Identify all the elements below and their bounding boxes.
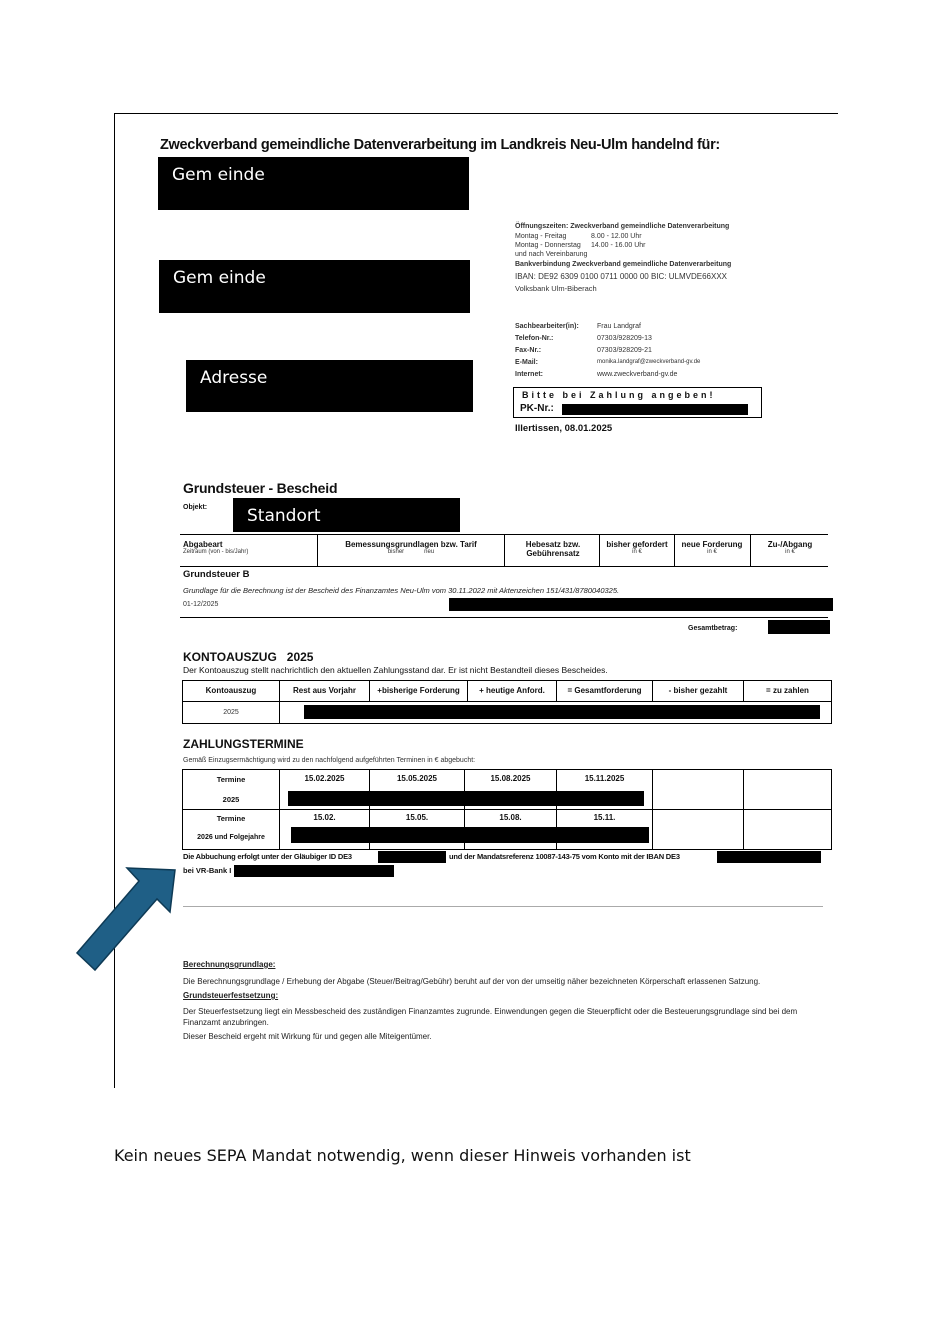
contact-label: Fax-Nr.: [515, 347, 542, 354]
contact-value: 07303/928209-13 [597, 335, 652, 342]
payment-reference-box [513, 387, 762, 418]
glaeubiger-id-redaction [378, 851, 446, 863]
konto-header: - bisher gezahlt [668, 686, 728, 695]
konto-row-label: 2025 [223, 709, 239, 716]
contact-value: www.zweckverband-gv.de [597, 371, 678, 378]
gemeinde-box-1 [158, 157, 469, 210]
bank-name: Volksbank Ulm-Biberach [515, 284, 597, 293]
termine-row1-label: Termine [216, 775, 246, 784]
period: 01-12/2025 [183, 601, 219, 608]
berechnung-text: Die Berechnungsgrundlage / Erhebung der Abgabe (Steuer/Beitrag/Gebühr) beruht auf der von der umseitig näher bezeichneten Körperschaft erlassenen Satzung. [183, 977, 761, 986]
info-block [515, 223, 775, 293]
iban-line: IBAN: DE92 6309 0100 0711 0000 00 BIC: ULMVDE66XXX [515, 272, 727, 281]
sepa-line-bank: bei VR-Bank I [183, 866, 232, 875]
col-header: Bemessungsgrundlagen bzw. Tarif [345, 540, 477, 549]
gesamtbetrag-redaction [768, 620, 830, 634]
contact-value: Frau Landgraf [597, 323, 641, 330]
hours-time-2: 14.00 - 16.00 Uhr [591, 242, 646, 249]
zahlungstermine-table [182, 769, 832, 850]
contact-value: 07303/928209-21 [597, 347, 652, 354]
arrow-annotation-icon [70, 862, 190, 982]
adresse-label: Adresse [200, 368, 268, 388]
zahlungstermine-title: ZAHLUNGSTERMINE [183, 737, 304, 751]
sepa-line-part1: Die Abbuchung erfolgt unter der Gläubiger ID DE3 [183, 852, 352, 861]
place-date: Illertissen, 08.01.2025 [515, 423, 613, 434]
berechnung-block [183, 958, 833, 1044]
gemeinde-box-2 [159, 260, 470, 313]
gemeinde-label-1: Gem einde [172, 165, 265, 185]
standort-box [233, 498, 460, 532]
oeffnungszeiten-label: Öffnungszeiten: Zweckverband gemeindliche Datenverarbeitung [515, 223, 730, 230]
termin-date: 15.08. [499, 813, 522, 822]
bank-redaction [234, 865, 394, 877]
contact-label: Internet: [515, 371, 543, 378]
iban-redaction [717, 851, 821, 863]
miteigentuemer-text: Dieser Bescheid ergeht mit Wirkung für und gegen alle Miteigentümer. [183, 1032, 432, 1041]
col-subheader: in € [707, 549, 717, 555]
termin-date: 15.11. [593, 813, 616, 822]
konto-header: + heutige Anford. [479, 686, 545, 695]
bescheid-table-header [180, 534, 828, 567]
separator-line [183, 906, 823, 907]
payment-note: Bitte bei Zahlung angeben! [522, 390, 716, 400]
bescheid-divider [180, 617, 828, 618]
berechnung-heading: Berechnungsgrundlage: [183, 960, 276, 969]
document-top-border [114, 113, 838, 114]
bank-label: Bankverbindung Zweckverband gemeindliche Datenverarbeitung [515, 261, 732, 268]
contact-value: monika.landgraf@zweckverband-gv.de [597, 359, 701, 365]
col-subheader: in € [632, 549, 642, 555]
termine-row1-redaction [288, 791, 644, 806]
zahlungstermine-note: Gemäß Einzugsermächtigung wird zu den nachfolgend aufgeführten Terminen in € abgebucht: [183, 757, 476, 764]
konto-header: Kontoauszug [205, 686, 257, 695]
contact-table [515, 323, 765, 383]
hours-days-1: Montag - Freitag [515, 233, 567, 240]
col-header: Hebesatz bzw. Gebührensatz [525, 540, 581, 558]
termin-date: 15.11.2025 [584, 774, 625, 783]
termine-row2-year: 2026 und Folgejahre [197, 834, 265, 841]
basis-text: Grundlage für die Berechnung ist der Bescheid des Finanzamtes Neu-Ulm vom 30.11.2022 mit Aktenzeichen 151/431/8780040325. [183, 586, 620, 595]
col-header: neue Forderung [681, 540, 743, 549]
col-subheader: bisher neu [387, 549, 435, 555]
contact-label: Sachbearbeiter(in): [515, 323, 579, 330]
gesamtbetrag-label: Gesamtbetrag: [688, 625, 738, 632]
objekt-label: Objekt: [183, 504, 208, 511]
arrow-shape [77, 868, 175, 970]
standort-label: Standort [247, 506, 321, 526]
sepa-line-part2: und der Mandatsreferenz 10087-143-75 vom Konto mit der IBAN DE3 [449, 852, 680, 861]
pk-label: PK-Nr.: [520, 403, 554, 414]
basis-redaction [449, 598, 833, 611]
termin-date: 15.05. [405, 813, 429, 822]
konto-header: +bisherige Forderung [377, 686, 460, 695]
hours-note: und nach Vereinbarung [515, 251, 588, 258]
termine-row2-redaction [291, 827, 649, 843]
col-subheader: in € [785, 549, 795, 555]
adresse-box [186, 360, 473, 412]
contact-label: Telefon-Nr.: [515, 335, 554, 342]
konto-header: Rest aus Vorjahr [293, 686, 356, 695]
col-subheader: Zeitraum (von - bis/Jahr) [183, 549, 249, 555]
hours-time-1: 8.00 - 12.00 Uhr [591, 233, 642, 240]
header-title: Zweckverband gemeindliche Datenverarbeitung im Landkreis Neu-Ulm handelnd für: [160, 137, 720, 153]
col-header: Zu-/Abgang [767, 540, 813, 549]
konto-row-redaction [304, 705, 820, 719]
kontoauszug-note: Der Kontoauszug stellt nachrichtlich den aktuellen Zahlungsstand dar. Er ist nicht Bestandteil dieses Bescheides. [183, 665, 608, 675]
col-header: bisher gefordert [606, 540, 668, 549]
col-header: Abgabeart [183, 540, 223, 549]
pk-redaction [562, 404, 748, 415]
konto-header: = Gesamtforderung [567, 686, 642, 695]
bescheid-title: Grundsteuer - Bescheid [183, 480, 338, 496]
termine-row2-label: Termine [216, 814, 246, 823]
konto-header: = zu zahlen [766, 686, 809, 695]
hours-days-2: Montag - Donnerstag [515, 242, 581, 249]
grundsteuerfestsetzung-text: Der Steuerfestsetzung liegt ein Messbescheid des zuständigen Finanzamtes zugrunde. Einwendungen gegen die Steuerpflicht oder die Besteuerungsgrundlage sind bei dem Finanzamt anzubringen. [183, 1007, 798, 1027]
termin-date: 15.08.2025 [490, 774, 531, 783]
kontoauszug-title: KONTOAUSZUG 2025 [183, 650, 314, 664]
gemeinde-label-2: Gem einde [173, 268, 266, 288]
contact-label: E-Mail: [515, 359, 538, 366]
termin-date: 15.02. [313, 813, 336, 822]
termin-date: 15.05.2025 [396, 774, 438, 783]
termin-date: 15.02.2025 [304, 774, 345, 783]
section-grundsteuer-b: Grundsteuer B [183, 569, 250, 580]
termine-row1-year: 2025 [222, 795, 240, 804]
kontoauszug-table [182, 680, 832, 724]
grundsteuerfestsetzung-heading: Grundsteuerfestsetzung: [183, 991, 279, 1000]
annotation-caption: Kein neues SEPA Mandat notwendig, wenn dieser Hinweis vorhanden ist [114, 1146, 691, 1165]
